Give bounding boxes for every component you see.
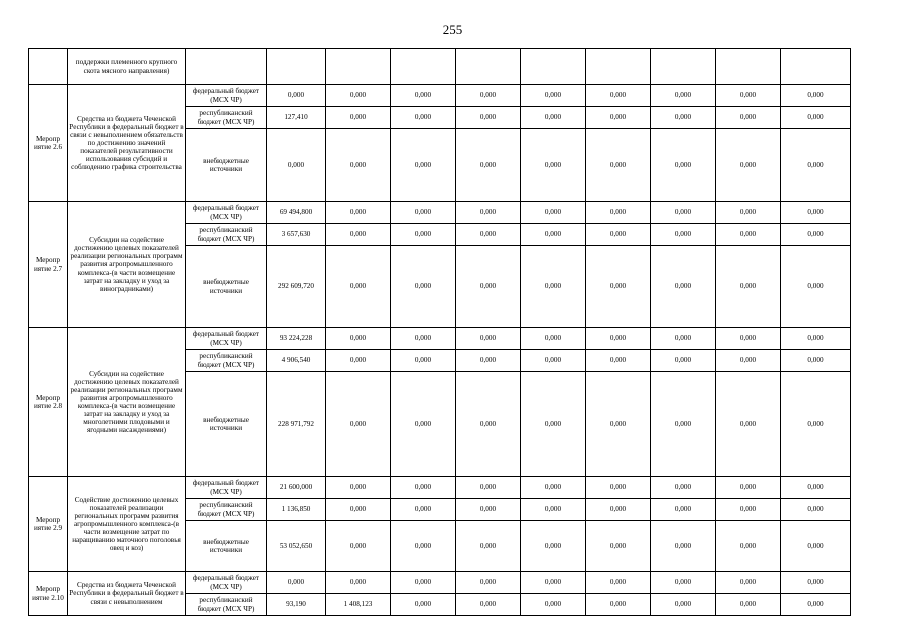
value-cell: 0,000 (326, 328, 391, 350)
value-cell: 4 906,540 (267, 350, 326, 372)
value-cell: 0,000 (456, 350, 521, 372)
value-cell: 0,000 (716, 499, 781, 521)
measure-description: Субсидии на содействие достижению целевых показателей реализации региональных программ развития агропромышленного комплекса-(в части возмещение затрат на закладку и уход за виноградниками) (68, 202, 186, 328)
value-cell: 0,000 (391, 85, 456, 107)
value-cell: 0,000 (521, 477, 586, 499)
value-cell: 0,000 (456, 477, 521, 499)
value-cell: 0,000 (391, 224, 456, 246)
value-cell: 0,000 (781, 224, 851, 246)
value-cell (781, 49, 851, 85)
value-cell: 0,000 (586, 328, 651, 350)
measure-code: Меропр иятие 2.10 (29, 572, 68, 616)
value-cell: 0,000 (651, 246, 716, 328)
table-row (29, 202, 851, 224)
value-cell: 69 494,800 (267, 202, 326, 224)
value-cell: 0,000 (391, 328, 456, 350)
value-cell: 0,000 (781, 477, 851, 499)
value-cell: 0,000 (456, 224, 521, 246)
value-cell: 0,000 (651, 521, 716, 572)
value-cell: 0,000 (456, 594, 521, 616)
value-cell: 0,000 (326, 224, 391, 246)
value-cell: 0,000 (651, 372, 716, 477)
value-cell: 0,000 (716, 107, 781, 129)
value-cell: 0,000 (521, 224, 586, 246)
value-cell: 0,000 (716, 521, 781, 572)
value-cell: 0,000 (781, 372, 851, 477)
value-cell: 0,000 (456, 499, 521, 521)
value-cell: 0,000 (326, 521, 391, 572)
value-cell: 0,000 (326, 202, 391, 224)
value-cell: 0,000 (326, 350, 391, 372)
value-cell (716, 49, 781, 85)
value-cell: 127,410 (267, 107, 326, 129)
value-cell: 0,000 (781, 594, 851, 616)
value-cell: 0,000 (521, 107, 586, 129)
value-cell: 0,000 (326, 499, 391, 521)
value-cell: 0,000 (586, 85, 651, 107)
value-cell: 3 657,630 (267, 224, 326, 246)
value-cell: 0,000 (586, 477, 651, 499)
value-cell: 0,000 (456, 246, 521, 328)
funding-source: федеральный бюджет (МСХ ЧР) (186, 202, 267, 224)
value-cell: 53 052,650 (267, 521, 326, 572)
table-row (29, 572, 851, 594)
value-cell: 0,000 (326, 129, 391, 202)
value-cell: 0,000 (586, 107, 651, 129)
value-cell: 0,000 (781, 521, 851, 572)
value-cell: 0,000 (456, 572, 521, 594)
value-cell: 0,000 (267, 572, 326, 594)
value-cell: 0,000 (651, 107, 716, 129)
value-cell: 0,000 (651, 594, 716, 616)
table-row (29, 85, 851, 107)
measure-description: поддержки племенного крупного скота мясного направления) (68, 49, 186, 85)
value-cell: 0,000 (456, 521, 521, 572)
table-row (29, 328, 851, 350)
funding-source: внебюджетные источники (186, 246, 267, 328)
value-cell: 0,000 (326, 85, 391, 107)
value-cell: 0,000 (586, 202, 651, 224)
value-cell (326, 49, 391, 85)
value-cell: 0,000 (716, 85, 781, 107)
measure-code: Меропр иятие 2.6 (29, 85, 68, 202)
value-cell: 93,190 (267, 594, 326, 616)
value-cell: 0,000 (586, 499, 651, 521)
funding-source: республиканский бюджет (МСХ ЧР) (186, 350, 267, 372)
value-cell: 0,000 (781, 85, 851, 107)
funding-source: федеральный бюджет (МСХ ЧР) (186, 572, 267, 594)
value-cell: 0,000 (391, 246, 456, 328)
value-cell (391, 49, 456, 85)
continuation-row (29, 49, 851, 85)
value-cell: 0,000 (521, 129, 586, 202)
value-cell: 0,000 (456, 107, 521, 129)
value-cell (456, 49, 521, 85)
value-cell: 0,000 (586, 350, 651, 372)
value-cell: 0,000 (716, 202, 781, 224)
value-cell: 0,000 (391, 350, 456, 372)
funding-source: внебюджетные источники (186, 521, 267, 572)
page-number: 255 (442, 22, 463, 37)
funding-source: республиканский бюджет (МСХ ЧР) (186, 594, 267, 616)
value-cell: 0,000 (716, 129, 781, 202)
value-cell: 0,000 (781, 129, 851, 202)
value-cell: 0,000 (326, 246, 391, 328)
budget-table (28, 48, 851, 616)
value-cell: 0,000 (521, 594, 586, 616)
value-cell: 0,000 (781, 572, 851, 594)
value-cell (521, 49, 586, 85)
value-cell: 0,000 (586, 521, 651, 572)
value-cell: 0,000 (267, 129, 326, 202)
value-cell: 228 971,792 (267, 372, 326, 477)
value-cell: 0,000 (391, 521, 456, 572)
value-cell: 0,000 (716, 246, 781, 328)
source-cell (186, 49, 267, 85)
measure-description: Средства из бюджета Чеченской Республики в федеральный бюджет в связи с невыполнением обязательств по достижению значений показателей результативности использования субсидий и соблюдению графика строительства (68, 85, 186, 202)
funding-source: внебюджетные источники (186, 129, 267, 202)
value-cell: 0,000 (781, 107, 851, 129)
value-cell: 0,000 (391, 129, 456, 202)
value-cell: 0,000 (716, 328, 781, 350)
value-cell: 0,000 (391, 202, 456, 224)
value-cell: 0,000 (781, 350, 851, 372)
measure-description: Средства из бюджета Чеченской Республики в федеральный бюджет в связи с невыполнением (68, 572, 186, 616)
measure-code: Меропр иятие 2.9 (29, 477, 68, 572)
value-cell: 0,000 (456, 85, 521, 107)
value-cell: 292 609,720 (267, 246, 326, 328)
value-cell: 0,000 (716, 224, 781, 246)
value-cell: 1 136,850 (267, 499, 326, 521)
value-cell: 0,000 (521, 521, 586, 572)
value-cell: 0,000 (651, 572, 716, 594)
table-row (29, 477, 851, 499)
value-cell: 0,000 (781, 499, 851, 521)
value-cell: 0,000 (391, 107, 456, 129)
value-cell (267, 49, 326, 85)
funding-source: внебюджетные источники (186, 372, 267, 477)
measure-code: Меропр иятие 2.7 (29, 202, 68, 328)
value-cell: 0,000 (586, 572, 651, 594)
value-cell: 0,000 (521, 202, 586, 224)
value-cell: 0,000 (456, 372, 521, 477)
value-cell: 0,000 (586, 224, 651, 246)
value-cell: 0,000 (586, 129, 651, 202)
value-cell: 0,000 (716, 594, 781, 616)
measure-code: Меропр иятие 2.8 (29, 328, 68, 477)
value-cell: 0,000 (267, 85, 326, 107)
value-cell: 0,000 (391, 572, 456, 594)
value-cell: 0,000 (781, 328, 851, 350)
measure-description: Субсидии на содействие достижению целевых показателей реализации региональных программ развития агропромышленного комплекса-(в части возмещение затрат на закладку и уход за многолетними плодовыми и ягодными насаждениями) (68, 328, 186, 477)
value-cell: 0,000 (391, 499, 456, 521)
value-cell: 0,000 (521, 499, 586, 521)
value-cell (586, 49, 651, 85)
value-cell: 0,000 (781, 246, 851, 328)
measure-description: Содействие достижению целевых показателей реализации региональных программ развития агропромышленного комплекса-(в части возмещение затрат по наращиванию маточного поголовья овец и коз) (68, 477, 186, 572)
funding-source: федеральный бюджет (МСХ ЧР) (186, 328, 267, 350)
value-cell: 0,000 (586, 246, 651, 328)
measure-code-cell (29, 49, 68, 85)
funding-source: республиканский бюджет (МСХ ЧР) (186, 499, 267, 521)
value-cell: 1 408,123 (326, 594, 391, 616)
value-cell: 0,000 (456, 202, 521, 224)
value-cell: 0,000 (456, 129, 521, 202)
value-cell: 0,000 (326, 107, 391, 129)
funding-source: республиканский бюджет (МСХ ЧР) (186, 107, 267, 129)
value-cell: 0,000 (651, 224, 716, 246)
value-cell: 0,000 (716, 372, 781, 477)
value-cell: 0,000 (716, 572, 781, 594)
funding-source: федеральный бюджет (МСХ ЧР) (186, 85, 267, 107)
value-cell: 21 600,000 (267, 477, 326, 499)
value-cell: 0,000 (651, 350, 716, 372)
value-cell: 93 224,228 (267, 328, 326, 350)
value-cell (651, 49, 716, 85)
value-cell: 0,000 (651, 328, 716, 350)
value-cell: 0,000 (586, 372, 651, 477)
value-cell: 0,000 (651, 202, 716, 224)
value-cell: 0,000 (716, 350, 781, 372)
value-cell: 0,000 (391, 477, 456, 499)
value-cell: 0,000 (521, 328, 586, 350)
value-cell: 0,000 (326, 477, 391, 499)
value-cell: 0,000 (326, 572, 391, 594)
value-cell: 0,000 (326, 372, 391, 477)
value-cell: 0,000 (586, 594, 651, 616)
value-cell: 0,000 (521, 350, 586, 372)
value-cell: 0,000 (456, 328, 521, 350)
value-cell: 0,000 (716, 477, 781, 499)
value-cell: 0,000 (521, 85, 586, 107)
value-cell: 0,000 (651, 85, 716, 107)
value-cell: 0,000 (521, 246, 586, 328)
value-cell: 0,000 (651, 477, 716, 499)
value-cell: 0,000 (781, 202, 851, 224)
value-cell: 0,000 (521, 572, 586, 594)
funding-source: федеральный бюджет (МСХ ЧР) (186, 477, 267, 499)
value-cell: 0,000 (521, 372, 586, 477)
value-cell: 0,000 (391, 594, 456, 616)
value-cell: 0,000 (651, 129, 716, 202)
value-cell: 0,000 (651, 499, 716, 521)
value-cell: 0,000 (391, 372, 456, 477)
funding-source: республиканский бюджет (МСХ ЧР) (186, 224, 267, 246)
